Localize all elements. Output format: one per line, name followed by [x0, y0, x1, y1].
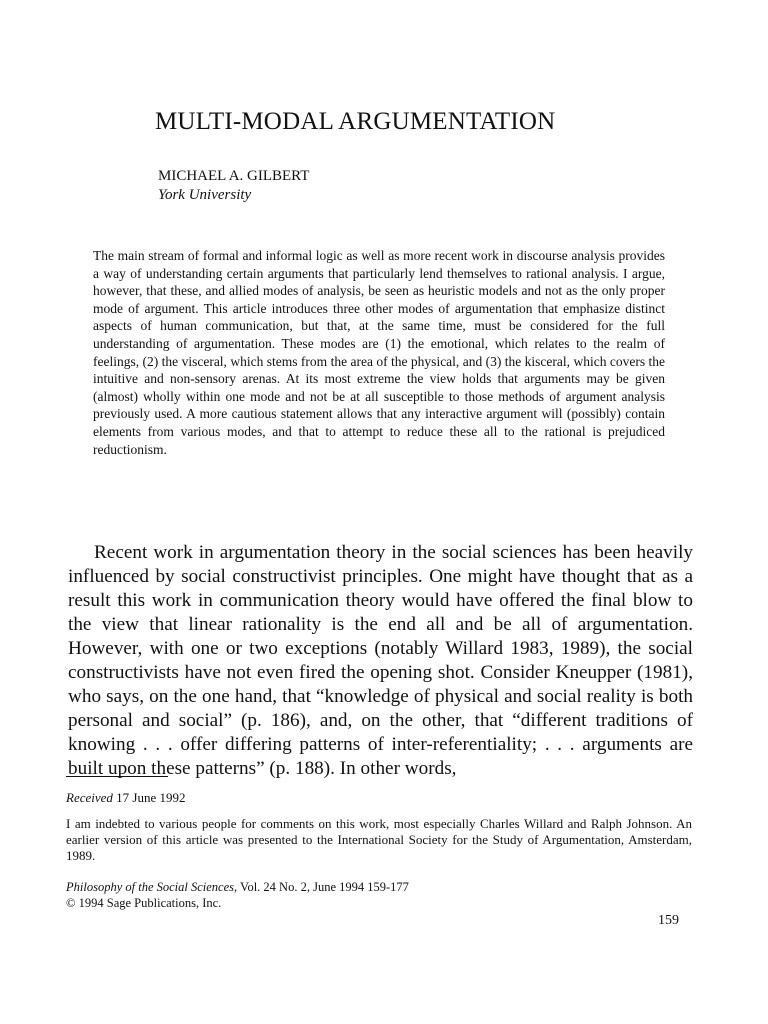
journal-name: Philosophy of the Social Sciences: [66, 880, 235, 894]
body-paragraph: Recent work in argumentation theory in the social sciences has been heavily influenced by social constructivist principles. One might have thought that as a result this work in communication theory would have offered the final blow to the view that linear rationality is the end all and be all of argumentation. However, with one or two exceptions (notably Willard 1983, 1989), the social constructivists have not even fired the opening shot. Consider Kneupper (1981), who says, on the one hand, that “knowledge of physical and social reality is both personal and social” (p. 186), and, on the other, that “different traditions of knowing . . . offer differing patterns of inter-referentiality; . . . arguments are built upon these patterns” (p. 188). In other words,: [68, 542, 693, 779]
page-number: 159: [658, 913, 679, 928]
received-note: [66, 790, 186, 806]
received-label: Received: [66, 790, 113, 805]
abstract: The main stream of formal and informal logic as well as more recent work in discourse analysis provides a way of understanding certain arguments that particularly lend themselves to rational analysis. I argue, however, that these, and allied modes of analysis, be seen as heuristic models and not as the only proper mode of argument. This article introduces three other modes of argumentation that emphasize distinct aspects of human communication, but that, at the same time, must be considered for the full understanding of argumentation. These modes are (1) the emotional, which relates to the realm of feelings, (2) the visceral, which stems from the area of the physical, and (3) the kisceral, which covers the intuitive and non-sensory arenas. At its most extreme the view holds that arguments may be given (almost) wholly within one mode and not be at all susceptible to those methods of argument analysis previously used. A more cautious statement allows that any interactive argument will (possibly) contain elements from various modes, and that to attempt to reduce these all to the rational is prejudiced reductionism.: [93, 248, 665, 457]
author-affiliation: York University: [158, 187, 252, 203]
journal-details: , Vol. 24 No. 2, June 1994 159-177: [234, 880, 409, 894]
acknowledgment-note: I am indebted to various people for comments on this work, most especially Charles Willard and Ralph Johnson. An earlier version of this article was presented to the International Society for the Study of Argumentation, Amsterdam, 1989.: [66, 816, 692, 863]
copyright-line: © 1994 Sage Publications, Inc.: [66, 896, 222, 910]
author-block: [158, 167, 309, 205]
journal-citation: [66, 879, 409, 911]
article-title: MULTI-MODAL ARGUMENTATION: [155, 108, 556, 135]
footnote-divider: [66, 776, 168, 777]
author-name: MICHAEL A. GILBERT: [158, 168, 310, 184]
received-date: 17 June 1992: [116, 790, 186, 805]
